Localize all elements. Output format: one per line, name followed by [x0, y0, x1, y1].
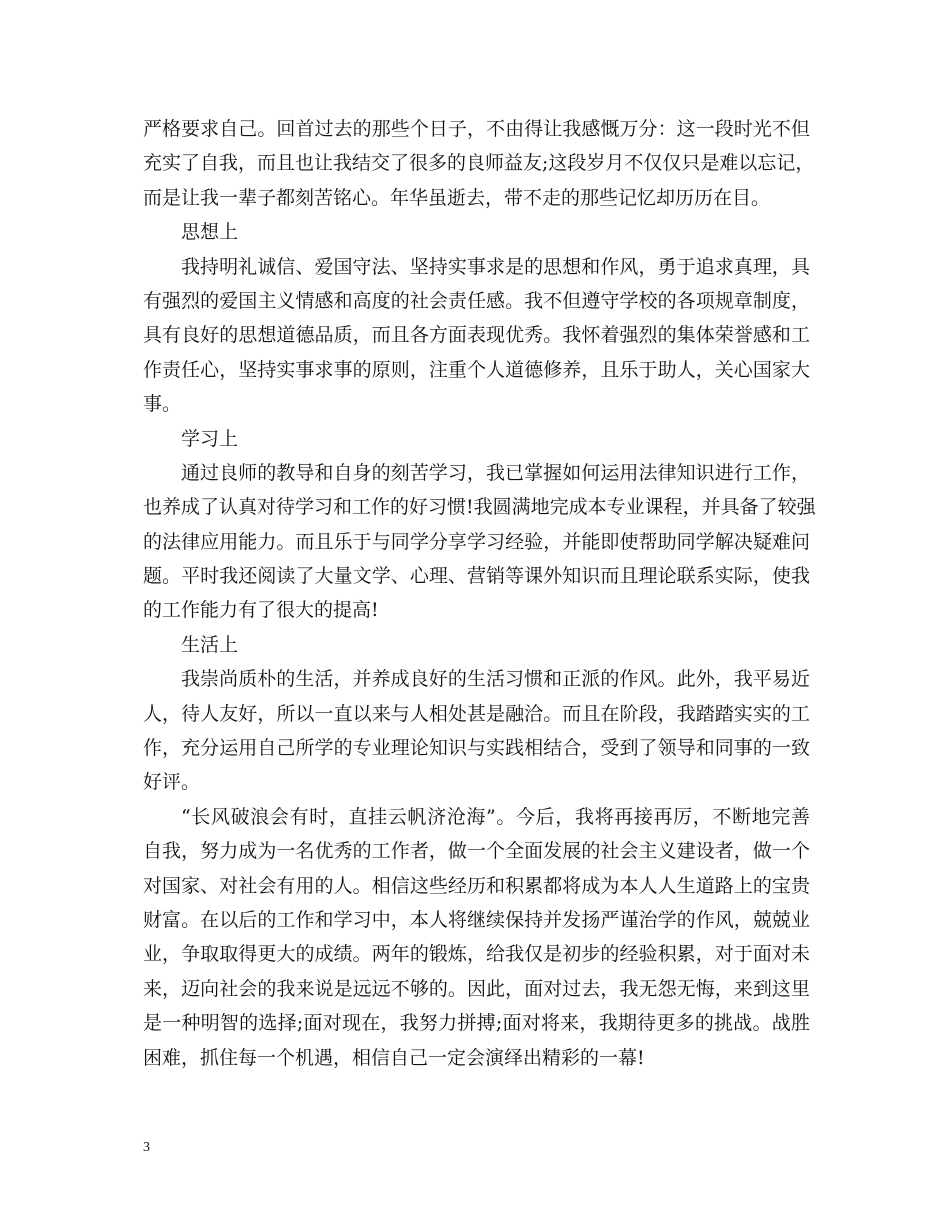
text-line: 来，迈向社会的我来说是远远不够的。因此，面对过去，我无怨无悔，来到这里 [143, 977, 810, 1000]
text-line: 题。平时我还阅读了大量文学、心理、营销等课外知识而且理论联系实际，使我 [143, 565, 810, 588]
text-line: 的工作能力有了很大的提高! [143, 599, 379, 622]
text-line: 通过良师的教导和自身的刻苦学习，我已掌握如何运用法律知识进行工作， [181, 461, 810, 484]
section-heading: 学习上 [181, 427, 239, 450]
text-line: 作，充分运用自己所学的专业理论知识与实践相结合，受到了领导和同事的一致 [143, 737, 810, 760]
text-line: 事。 [143, 393, 182, 416]
paragraph [143, 250, 810, 422]
text-line: 具有良好的思想道德品质，而且各方面表现优秀。我怀着强烈的集体荣誉感和工 [143, 324, 810, 347]
text-line: 而是让我一辈子都刻苦铭心。年华虽逝去，带不走的那些记忆却历历在目。 [143, 186, 771, 209]
text-line: 作责任心，坚持实事求事的原则，注重个人道德修养，且乐于助人，关心国家大 [143, 358, 810, 381]
paragraph [143, 112, 815, 215]
text-line: 有强烈的爱国主义情感和高度的社会责任感。我不但遵守学校的各项规章制度， [143, 289, 810, 312]
text-line: 的法律应用能力。而且乐于与同学分享学习经验，并能即使帮助同学解决疑难问 [143, 530, 810, 553]
text-line: 我持明礼诚信、爱国守法、坚持实事求是的思想和作风，勇于追求真理，具 [181, 255, 810, 278]
text-line: 人，待人友好，所以一直以来与人相处甚是融洽。而且在阶段，我踏踏实实的工 [143, 702, 810, 725]
document-body [143, 112, 816, 1075]
paragraph [143, 456, 816, 628]
section-heading: 思想上 [181, 221, 239, 244]
text-line: 困难，抓住每一个机遇，相信自己一定会演绎出精彩的一幕! [143, 1046, 645, 1069]
text-line: 好评。 [143, 771, 201, 794]
text-line: 对国家、对社会有用的人。相信这些经历和积累都将成为本人人生道路上的宝贵 [143, 874, 810, 897]
page-number: 3 [143, 1140, 150, 1155]
text-line: 是一种明智的选择;面对现在，我努力拼搏;面对将来，我期待更多的挑战。战胜 [143, 1012, 810, 1035]
text-line: 也养成了认真对待学习和工作的好习惯!我圆满地完成本专业课程，并具备了较强 [143, 496, 816, 519]
text-line: 财富。在以后的工作和学习中，本人将继续保持并发扬严谨治学的作风，兢兢业 [143, 908, 810, 931]
text-line: “长风破浪会有时，直挂云帆济沧海”。今后，我将再接再厉，不断地完善 [181, 805, 810, 828]
paragraph [143, 800, 810, 1075]
text-line: 充实了自我，而且也让我结交了很多的良师益友;这段岁月不仅仅只是难以忘记， [143, 152, 815, 175]
text-line: 业，争取取得更大的成绩。两年的锻炼，给我仅是初步的经验积累，对于面对未 [143, 943, 810, 966]
text-line: 自我，努力成为一名优秀的工作者，做一个全面发展的社会主义建设者，做一个 [143, 840, 810, 863]
paragraph [143, 662, 810, 800]
text-line: 严格要求自己。回首过去的那些个日子，不由得让我感慨万分：这一段时光不但 [143, 118, 810, 140]
section-heading: 生活上 [181, 633, 239, 656]
text-line: 我崇尚质朴的生活，并养成良好的生活习惯和正派的作风。此外，我平易近 [181, 668, 810, 691]
